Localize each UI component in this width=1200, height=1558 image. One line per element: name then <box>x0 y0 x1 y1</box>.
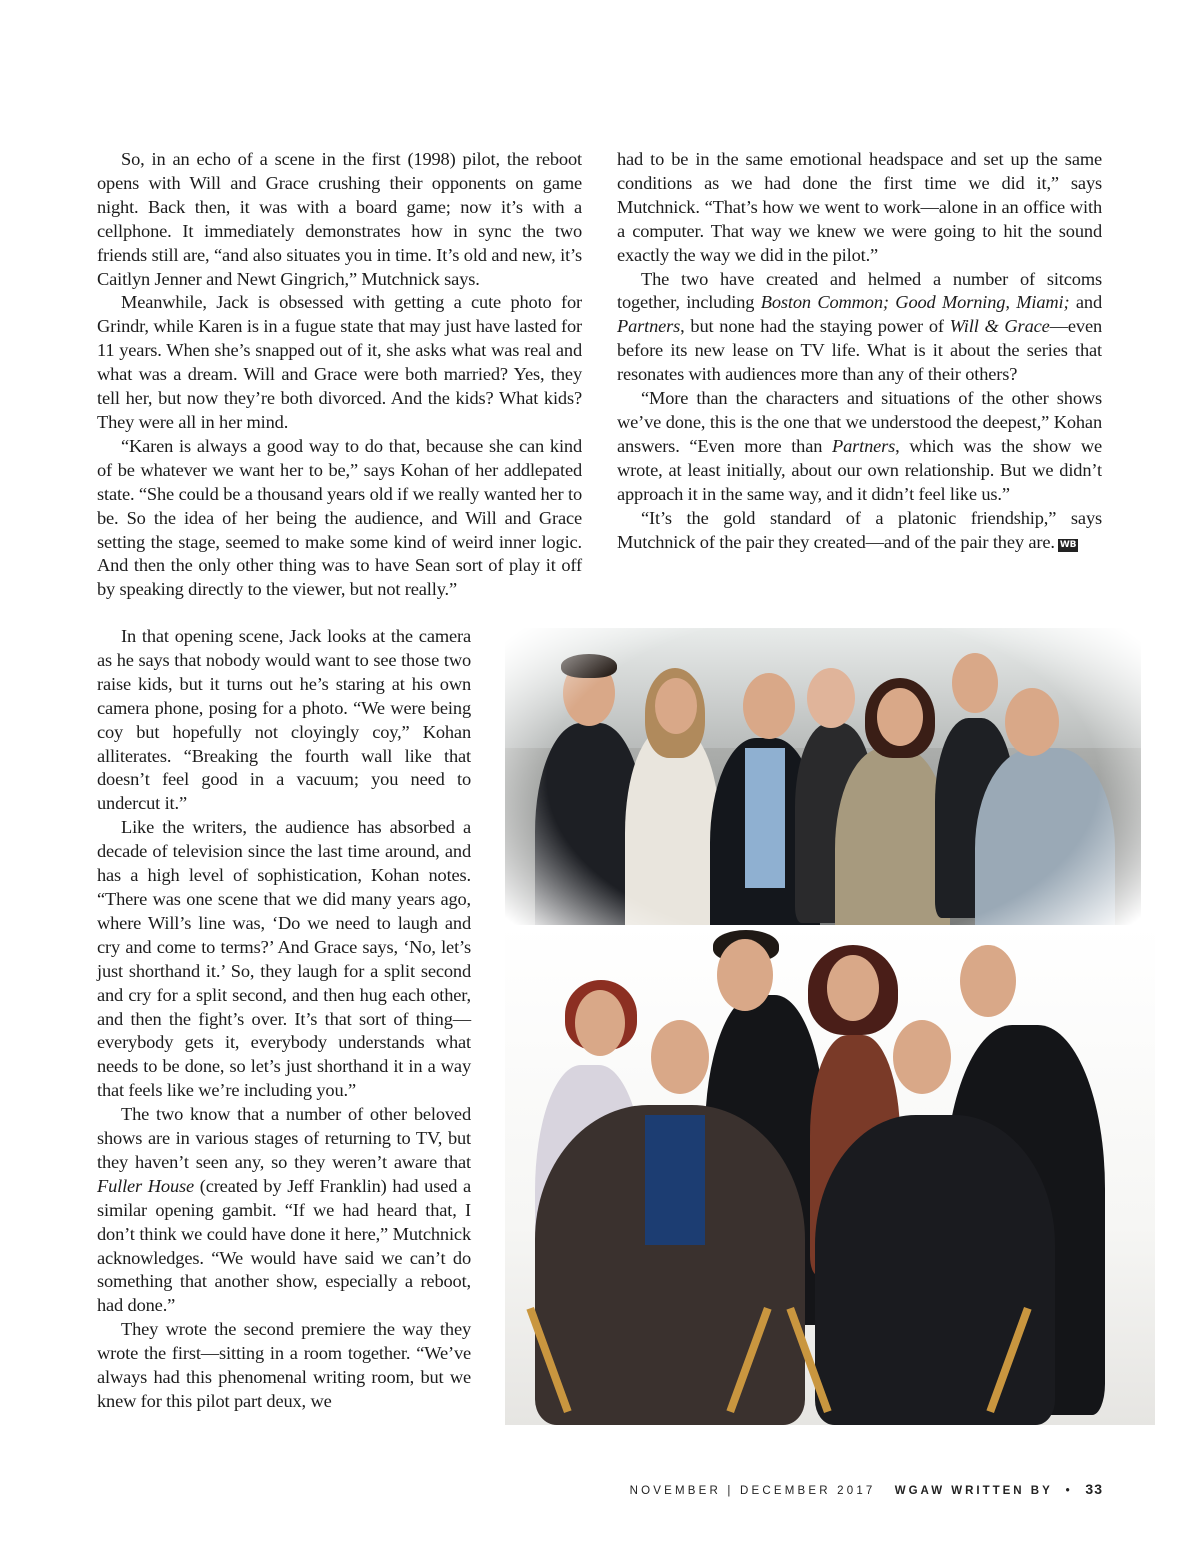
show-title: Will & Grace <box>949 316 1050 337</box>
text-run: , which was the show we wrote, at least initially, about our own relationship. But we didn’t approach it in the same way, and it didn’t feel like us.” <box>617 435 1102 504</box>
person-head <box>717 939 773 1011</box>
person-figure <box>815 1115 1055 1425</box>
paragraph: Meanwhile, Jack is obsessed with getting a cute photo for Grindr, while Karen is in a fugue state that may just have lasted for 11 years. When she’s snapped out of it, she asks what was real and what was a dream. Will and Grace were both married? Yes, they tell her, but now they’re both divorced. And the kids? What kids? They were all in her mind. <box>97 292 582 432</box>
person-head <box>877 688 923 746</box>
text-run: —even before its new lease on TV life. What is it about the series that resonates with audiences more than any of their others? <box>617 316 1102 385</box>
shirt <box>645 1115 705 1245</box>
person-head <box>743 673 795 739</box>
show-title: Fuller House <box>97 1175 195 1196</box>
paragraph <box>617 387 1102 507</box>
paragraph: In that opening scene, Jack looks at the camera as he says that nobody would want to see those two raise kids, but it turns out he’s staring at his own camera phone, posing for a photo. “We were being coy but hopefully not cloyingly coy,” Kohan alliterates. “Breaking the fourth wall like that doesn’t feel good in a vacuum; you need to undercut it.” <box>97 626 471 814</box>
paragraph: They wrote the second premiere the way they wrote the first—sitting in a room together. “We’ve always had this phenomenal writing room, but we knew for this pilot part deux, we <box>97 1319 471 1411</box>
person-head <box>575 990 625 1056</box>
text-run: “It’s the gold standard of a platonic friendship,” says Mutchnick of the pair they created—and of the pair they are. <box>617 507 1102 552</box>
page-number: 33 <box>1085 1481 1103 1497</box>
show-title: Partners <box>617 316 681 337</box>
show-title: Partners <box>832 435 896 456</box>
text-run: “More than the characters and situations of the other shows we’ve done, this is the one that we understood the deepest,” Kohan answers. “Even more than <box>617 388 1102 456</box>
paragraph: “Karen is always a good way to do that, because she can kind of be whatever we want her to be,” says Kohan of her addlepated state. “She could be a thousand years old if we really wanted her to be. So the idea of her being the audience, and Will and Grace setting the stage, seemed to make some kind of weird inner logic. And then the only other thing was to have Sean sort of play it off by speaking directly to the viewer, but not really.” <box>97 435 582 600</box>
right-column <box>617 148 1102 554</box>
person-hair <box>561 654 617 678</box>
cast-portrait-photo <box>505 925 1155 1425</box>
shirt <box>745 748 785 888</box>
event-group-photo <box>505 628 1141 963</box>
person-head <box>960 945 1016 1017</box>
person-head <box>807 668 855 728</box>
left-column-narrow <box>97 625 471 1414</box>
footer-bullet: • <box>1065 1485 1073 1497</box>
text-run: The two know that a number of other beloved shows are in various stages of returning to TV, but they haven’t seen any, so they weren’t aware that <box>97 1104 471 1172</box>
end-mark-logo: WB <box>1059 539 1077 550</box>
paragraph: had to be in the same emotional headspace and set up the same conditions as we had done the first time we did it,” says Mutchnick. “That’s how we went to work—alone in an office with a computer. That way we knew we were going to hit the sound exactly the way we did in the pilot.” <box>617 149 1102 265</box>
person-head <box>651 1020 709 1094</box>
text-run: The two have created and helmed a number of sitcoms together, including <box>617 268 1102 313</box>
paragraph: So, in an echo of a scene in the first (1998) pilot, the reboot opens with Will and Grace crushing their opponents on game night. Back then, it was with a board game; now it’s with a cellphone. It immediately demonstrates how in sync the two friends still are, “and also situates you in time. It’s old and new, it’s Caitlyn Jenner and Newt Gingrich,” Mutchnick says. <box>97 149 582 289</box>
person-head <box>1005 688 1059 756</box>
paragraph <box>97 1103 471 1318</box>
paragraph: Like the writers, the audience has absorbed a decade of television since the last time around, and has a high level of sophistication, Kohan notes. “There was one scene that we did many years ago, where Will’s line was, ‘Do we need to laugh and cry and come to terms?’ And Grace says, ‘No, let’s just shorthand it.’ So, they laugh for a split second and cry for a split second, and then hug each other, and then the fight’s over. It’s that sort of thing—everybody gets it, everybody understands what needs to be done, so let’s just shorthand it in a way that feels like we’re including you.” <box>97 817 471 1101</box>
show-title: Boston Common; Good Morning, Miami; <box>760 292 1070 313</box>
paragraph <box>617 507 1102 555</box>
text-run: and <box>1069 292 1102 313</box>
text-run: , but none had the staying power of <box>680 316 950 337</box>
publication-name: WGAW WRITTEN BY <box>894 1485 1053 1497</box>
paragraph <box>617 268 1102 388</box>
page-footer <box>0 1481 1103 1497</box>
left-column-top <box>97 148 582 602</box>
issue-date: NOVEMBER | DECEMBER 2017 <box>629 1485 876 1497</box>
person-head <box>893 1020 951 1094</box>
person-head <box>655 678 697 734</box>
person-head <box>827 955 879 1021</box>
text-run: (created by Jeff Franklin) had used a similar opening gambit. “If we had heard that, I don’t think we could have done it here,” Mutchnick acknowledges. “We would have said we can’t do something that another show, especially a reboot, had done.” <box>97 1175 471 1316</box>
person-head <box>952 653 998 713</box>
